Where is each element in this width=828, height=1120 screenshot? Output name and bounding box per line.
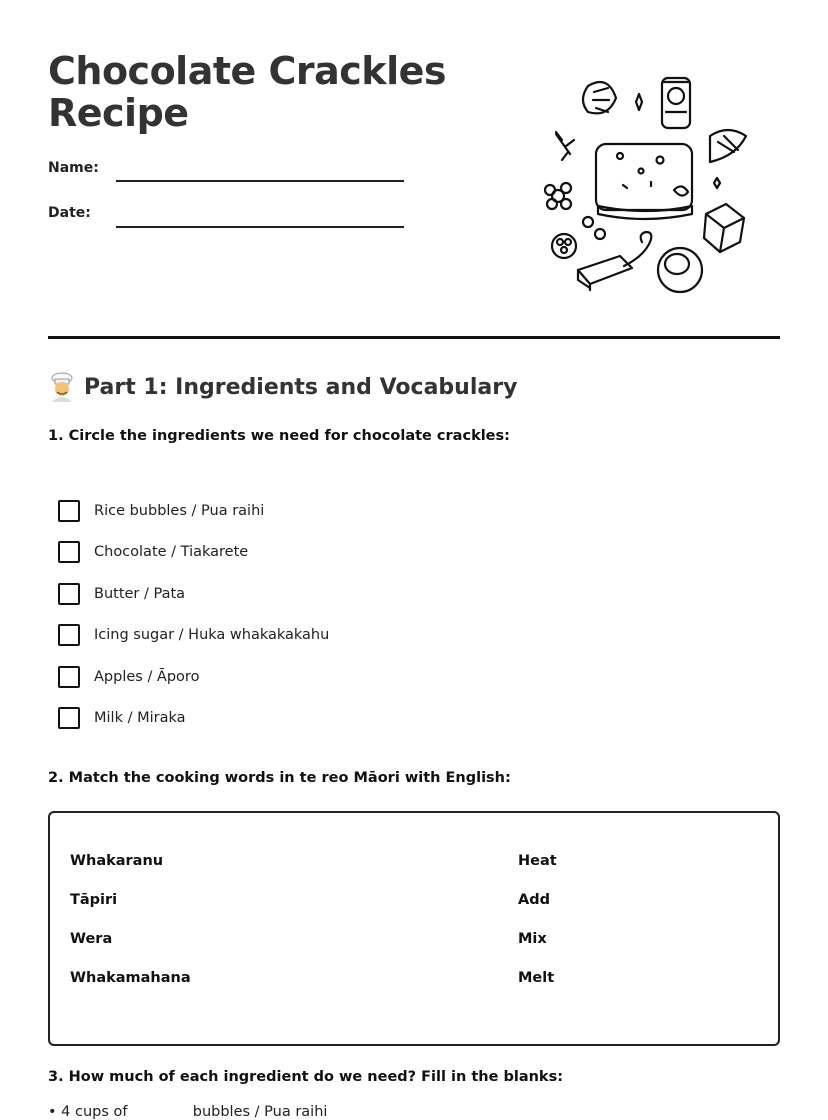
part-1-heading-text: Part 1: Ingredients and Vocabulary bbox=[84, 374, 518, 400]
english-word[interactable]: Mix bbox=[518, 931, 547, 947]
english-word[interactable]: Add bbox=[518, 892, 550, 908]
english-word[interactable]: Heat bbox=[518, 853, 557, 869]
checkbox[interactable] bbox=[58, 500, 80, 522]
checkbox[interactable] bbox=[58, 583, 80, 605]
maori-word[interactable]: Tāpiri bbox=[70, 892, 118, 908]
page-title: Chocolate Crackles Recipe bbox=[48, 49, 446, 135]
date-field[interactable] bbox=[116, 226, 404, 228]
matching-box bbox=[48, 811, 780, 1046]
ingredient-label: Apples / Āporo bbox=[94, 668, 200, 685]
ingredient-label: Icing sugar / Huka whakakakahu bbox=[94, 627, 330, 644]
list-item bbox=[58, 490, 329, 532]
blank-item-prefix: • 4 cups of bbox=[48, 1104, 128, 1120]
date-label: Date: bbox=[48, 205, 91, 221]
checkbox[interactable] bbox=[58, 666, 80, 688]
english-words-column bbox=[518, 849, 557, 1005]
question-1-text: 1. Circle the ingredients we need for chocolate crackles: bbox=[48, 428, 510, 444]
maori-word[interactable]: Whakamahana bbox=[70, 970, 191, 986]
checkbox[interactable] bbox=[58, 707, 80, 729]
question-3-text: 3. How much of each ingredient do we need? Fill in the blanks: bbox=[48, 1069, 563, 1085]
part-1-heading bbox=[48, 372, 517, 402]
ingredient-label: Chocolate / Tiakarete bbox=[94, 544, 249, 561]
name-label: Name: bbox=[48, 160, 99, 176]
list-item bbox=[58, 698, 329, 740]
ingredient-label: Milk / Miraka bbox=[94, 710, 186, 727]
checkbox[interactable] bbox=[58, 541, 80, 563]
maori-word[interactable]: Wera bbox=[70, 931, 113, 947]
section-divider bbox=[48, 336, 780, 339]
english-word[interactable]: Melt bbox=[518, 970, 555, 986]
ingredient-label: Rice bubbles / Pua raihi bbox=[94, 502, 265, 519]
ingredient-label: Butter / Pata bbox=[94, 585, 186, 602]
name-field[interactable] bbox=[116, 180, 404, 182]
list-item bbox=[58, 615, 329, 657]
list-item bbox=[58, 573, 329, 615]
chef-icon bbox=[48, 372, 76, 402]
maori-words-column bbox=[70, 849, 191, 1005]
question-2-text: 2. Match the cooking words in te reo Māori with English: bbox=[48, 770, 511, 786]
list-item bbox=[58, 532, 329, 574]
list-item bbox=[58, 656, 329, 698]
ingredient-checklist bbox=[58, 490, 329, 739]
maori-word[interactable]: Whakaranu bbox=[70, 853, 164, 869]
blank-item-suffix: bubbles / Pua raihi bbox=[192, 1104, 328, 1120]
checkbox[interactable] bbox=[58, 624, 80, 646]
baking-ingredients-doodle-icon bbox=[538, 70, 760, 300]
